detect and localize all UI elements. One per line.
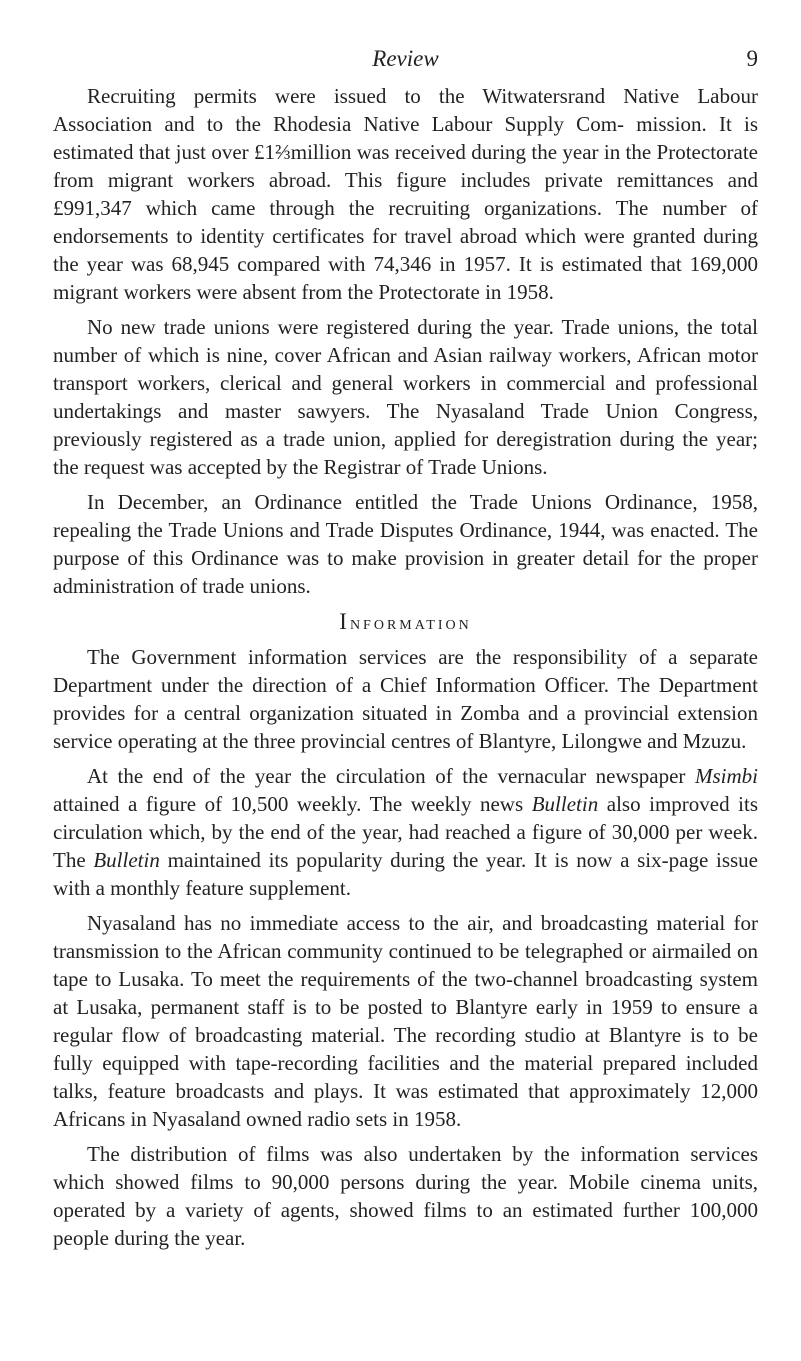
- header-title: Review: [372, 46, 439, 71]
- document-page: [53, 46, 758, 1259]
- paragraph-recruiting: Recruiting permits were issued to the Witwatersrand Native Labour Association and to the Rhodesia Native Labour Supply Com- mission. It is estimated that just over £1⅔million was received during the year in the Protectorate from migrant workers abroad. This figure includes private remittances and £991,347 which came through the recruiting organizations. The number of endorsements to identity certificates for travel abroad which were granted during the year was 68,945 compared with 74,346 in 1957. It is estimated that 169,000 migrant workers were absent from the Protectorate in 1958.: [53, 84, 758, 304]
- section-heading-rest: nformation: [349, 612, 472, 634]
- circulation-text-1: At the end of the year the circulation of the vernacular newspaper: [87, 764, 695, 788]
- newspaper-name: Msimbi: [695, 764, 758, 788]
- paragraph-broadcasting: Nyasaland has no immediate access to the air, and broadcasting material for transmission to the African community continued to be telegraphed or airmailed on tape to Lusaka. To meet the requirements of the two-channel broadcasting system at Lusaka, permanent staff is to be posted to Blantyre early in 1959 to ensure a regular flow of broadcasting material. The recording studio at Blantyre is to be fully equipped with tape-recording facilities and the material prepared included talks, feature broadcasts and plays. It was estimated that approximately 12,000 Africans in Nyasaland owned radio sets in 1958.: [53, 911, 758, 1131]
- running-head: [53, 46, 758, 78]
- paragraph-trade-unions: No new trade unions were registered during the year. Trade unions, the total number of which is nine, cover African and Asian railway workers, African motor transport workers, clerical and general workers in commercial and professional undertakings and master sawyers. The Nyasaland Trade Union Congress, previously registered as a trade union, applied for deregistration during the year; the request was accepted by the Registrar of Trade Unions.: [53, 315, 758, 479]
- section-heading-information: [53, 608, 758, 637]
- paragraph-circulation: [53, 762, 758, 902]
- circulation-text-3: also improved its circulation which, by the end of the year, had reached a figure of 30,000 per week. The: [53, 792, 758, 872]
- page-number: 9: [746, 46, 758, 71]
- circulation-text-2: attained a figure of 10,500 weekly. The weekly news: [53, 792, 532, 816]
- paragraph-information-services: The Government information services are the responsibility of a separate Department under the direction of a Chief Information Officer. The Department provides for a central organization situated in Zomba and a provincial extension service operating at the three provincial centres of Blantyre, Lilongwe and Mzuzu.: [53, 645, 758, 753]
- bulletin-name: Bulletin: [531, 792, 599, 816]
- circulation-text-4: maintained its popularity during the year. It is now a six-page issue with a monthly feature supplement.: [53, 848, 758, 900]
- bulletin-name: Bulletin: [93, 848, 160, 872]
- section-heading-initial: I: [339, 609, 350, 634]
- paragraph-ordinance: In December, an Ordinance entitled the Trade Unions Ordinance, 1958, repealing the Trade Unions and Trade Disputes Ordinance, 1944, was enacted. The purpose of this Ordinance was to make provision in greater detail for the proper administration of trade unions.: [53, 490, 758, 598]
- paragraph-films: The distribution of films was also undertaken by the information services which showed films to 90,000 persons during the year. Mobile cinema units, operated by a variety of agents, showed films to an estimated further 100,000 people during the year.: [53, 1142, 758, 1250]
